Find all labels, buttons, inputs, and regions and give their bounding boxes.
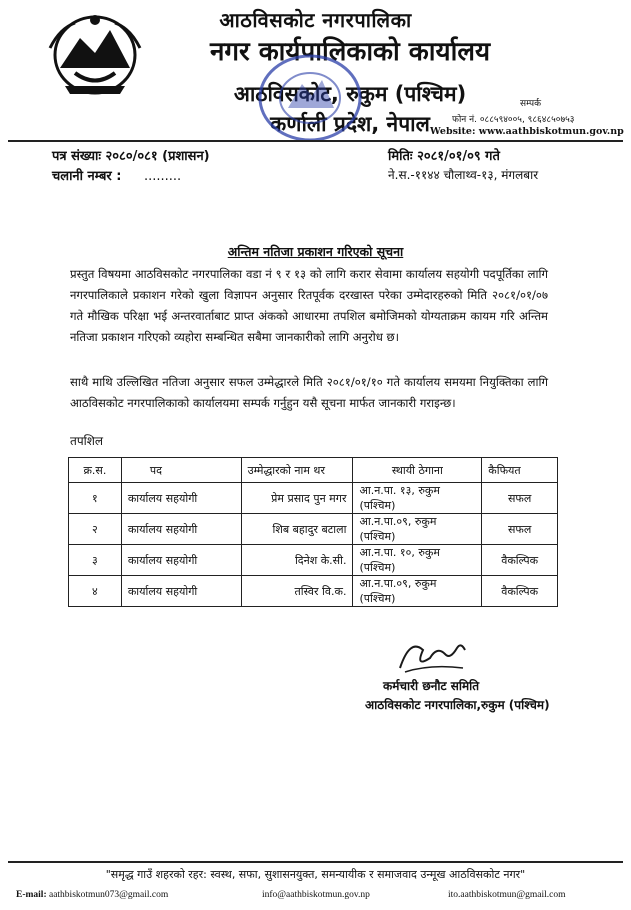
dispatch-dots: ......... xyxy=(143,169,182,184)
municipality-name: आठविसकोट नगरपालिका xyxy=(219,8,412,32)
notice-paragraph-1: प्रस्तुत विषयमा आठविसकोट नगरपालिका वडा नं ९ र १३ को लागि करार सेवामा कार्यालय सहयोगी पदपूर्तिका लागि नगरपालिकाले प्रकाशन गरेको खुला विज्ञापन अनुसार रितपूर्वक दरखास्त परेका उम्मेदारहरुको मिति २०८१/०१/०७ गते मौखिक परिक्षा भई अन्तरवार्ताबाट प्राप्त अंकको आधारमा तपशिल बमोजिमको योग्यताक्रम कायम गरि अन्तिम नतिजा प्रकाशन गरिएको व्यहोरा सम्बन्धित सबैमा जानकारीको लागि अनुरोध छ। xyxy=(70,267,548,344)
dispatch-label: चलानी नम्बर : xyxy=(52,169,122,184)
cell-remarks: सफल xyxy=(482,514,558,545)
col-serial: क्र.स. xyxy=(69,458,122,483)
results-table xyxy=(68,457,558,607)
office-province: कर्णाली प्रदेश, नेपाल xyxy=(270,112,430,136)
col-candidate: उम्मेद्धारको नाम थर xyxy=(241,458,353,483)
cell-serial: १ xyxy=(69,483,122,514)
email-label: E-mail: xyxy=(16,890,47,900)
dispatch-number xyxy=(52,166,181,184)
cell-serial: ३ xyxy=(69,545,122,576)
col-address: स्थायी ठेगाना xyxy=(353,458,482,483)
office-stamp-icon xyxy=(250,50,370,145)
notice-paragraph-2: साथै माथि उल्लिखित नतिजा अनुसार सफल उम्मेद्धारले मिति २०८१/०१/१० गते कार्यालय समयमा नियुक्तिका लागि आठविसकोट नगरपालिकाको कार्यालयमा सम्पर्क गर्नुहुन यसै सूचना मार्फत जानकारी गराइन्छ। xyxy=(70,375,548,410)
signature-org: आठविसकोट नगरपालिका,रुकुम (पश्चिम) xyxy=(365,698,550,712)
cell-candidate: प्रेम प्रसाद पुन मगर xyxy=(241,483,353,514)
nepal-sambat-date: ने.स.-११४४ चौलाथ्व-१३, मंगलबार xyxy=(388,168,539,182)
col-post: पद xyxy=(121,458,241,483)
email-link-2[interactable]: info@aathbiskotmun.gov.np xyxy=(262,890,370,900)
footer-email-primary xyxy=(16,890,168,900)
tapasil-label: तपशिल xyxy=(70,434,104,448)
cell-post: कार्यालय सहयोगी xyxy=(121,545,241,576)
col-remarks: कैफियत xyxy=(482,458,558,483)
contact-label: सम्पर्क xyxy=(520,99,541,109)
email-link-3[interactable]: ito.aathbiskotmun@gmail.com xyxy=(448,890,566,900)
header-divider xyxy=(8,140,623,142)
notice-title: अन्तिम नतिजा प्रकाशन गरिएको सूचना xyxy=(227,244,404,259)
office-name: नगर कार्यपालिकाको कार्यालय xyxy=(209,37,491,67)
signature-icon xyxy=(395,628,470,678)
cell-address: आ.न.पा.०९, रुकुम (पश्चिम) xyxy=(353,514,482,545)
cell-address: आ.न.पा.०९, रुकुम (पश्चिम) xyxy=(353,576,482,607)
office-address: आठविसकोट, रुकुम (पश्चिम) xyxy=(233,82,467,106)
table-row xyxy=(69,514,558,545)
footer-slogan: "समृद्ध गाउँ शहरको रहर: स्वस्थ, सफा, सुशासनयुक्त, समन्यायीक र समाजवाद उन्मूख आठविसकोट नगर" xyxy=(105,868,526,881)
cell-remarks: वैकल्पिक xyxy=(482,576,558,607)
table-row xyxy=(69,576,558,607)
cell-candidate: शिब बहादुर बटाला xyxy=(241,514,353,545)
cell-post: कार्यालय सहयोगी xyxy=(121,483,241,514)
table-header-row xyxy=(69,458,558,483)
footer-divider xyxy=(8,861,623,863)
phone-number: फोन नं. ०८८५९४००५, ९८६४८५०७५३ xyxy=(452,115,575,125)
ref-number: पत्र संख्याः २०८०/०८१ (प्रशासन) xyxy=(52,149,210,164)
email-link-1[interactable]: aathbiskotmun073@gmail.com xyxy=(48,890,169,900)
cell-address: आ.न.पा. १०, रुकुम (पश्चिम) xyxy=(353,545,482,576)
cell-candidate: दिनेश के.सी. xyxy=(241,545,353,576)
table-row xyxy=(69,545,558,576)
website-link[interactable]: Website: www.aathbiskotmun.gov.np xyxy=(430,126,624,137)
table-row xyxy=(69,483,558,514)
signature-committee: कर्मचारी छनौट समिति xyxy=(383,679,480,693)
cell-remarks: सफल xyxy=(482,483,558,514)
cell-post: कार्यालय सहयोगी xyxy=(121,576,241,607)
cell-address: आ.न.पा. १३, रुकुम (पश्चिम) xyxy=(353,483,482,514)
cell-post: कार्यालय सहयोगी xyxy=(121,514,241,545)
cell-remarks: वैकल्पिक xyxy=(482,545,558,576)
letter-date: मितिः २०८१/०१/०९ गते xyxy=(388,149,500,164)
cell-serial: ४ xyxy=(69,576,122,607)
cell-candidate: तस्विर वि.क. xyxy=(241,576,353,607)
cell-serial: २ xyxy=(69,514,122,545)
